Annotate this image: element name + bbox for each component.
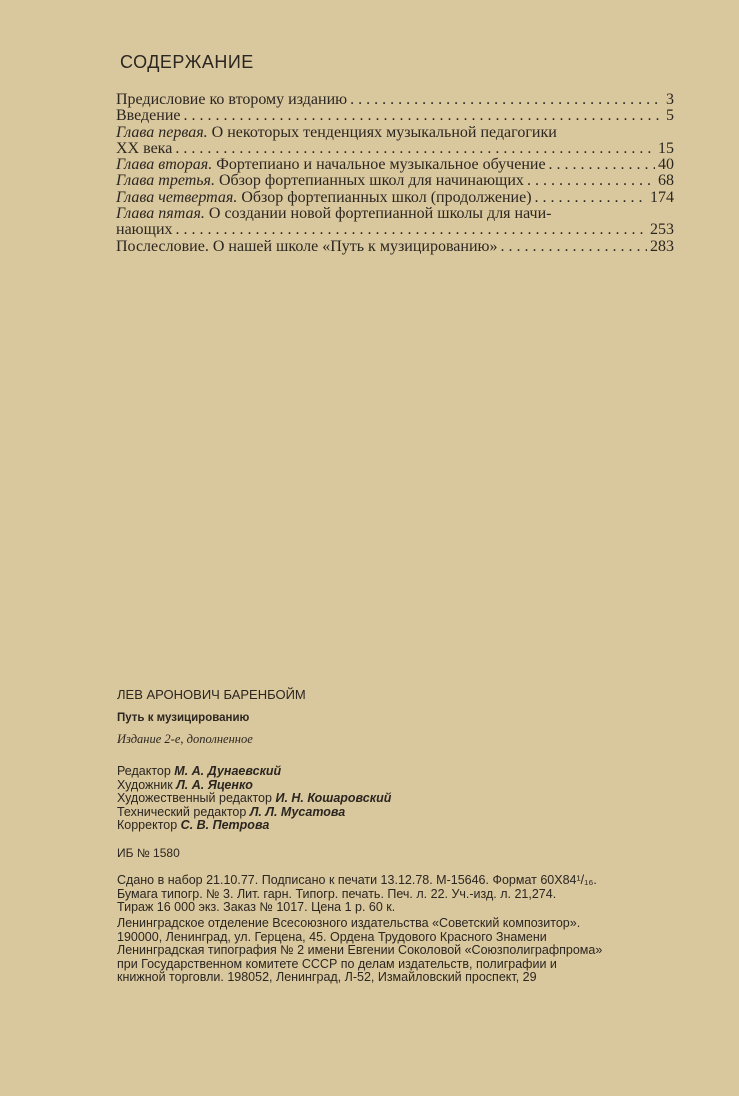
staff-role: Художник bbox=[117, 777, 173, 792]
staff-role: Редактор bbox=[117, 764, 171, 778]
page-number: 40 bbox=[658, 156, 674, 174]
publisher-line: Ленинградское отделение Всесоюзного издательства «Советский композитор». bbox=[117, 916, 581, 930]
staff-role: Корректор bbox=[117, 818, 178, 833]
toc-entry-title: Предисловие ко второму изданию bbox=[116, 91, 348, 108]
page-number: 283 bbox=[650, 237, 674, 255]
dot-leader bbox=[350, 92, 663, 108]
edition: Издание 2-е, дополненное bbox=[117, 732, 253, 746]
ib-number: ИБ № 1580 bbox=[117, 846, 180, 860]
toc-entry-title: Обзор фортепианных школ для начинающих bbox=[218, 172, 524, 190]
toc-entry-title: Послесловие. О нашей школе «Путь к музицированию» bbox=[116, 237, 498, 255]
print-line: Сдано в набор 21.10.77. Подписано к печати 13.12.78. М-15646. Формат 60Х84¹/₁₆. bbox=[117, 873, 597, 887]
chapter-label: Глава третья. bbox=[116, 172, 215, 190]
publisher-info bbox=[117, 917, 679, 985]
book-title: Путь к музицированию bbox=[117, 712, 250, 724]
dot-leader bbox=[176, 222, 648, 238]
dot-leader bbox=[527, 173, 655, 189]
staff-name: И. Н. Кошаровский bbox=[275, 791, 392, 806]
staff-name: М. А. Дунаевский bbox=[174, 764, 282, 778]
staff-role: Художественный редактор bbox=[117, 791, 272, 806]
page-number: 68 bbox=[658, 172, 674, 190]
toc-entry-title: Фортепиано и начальное музыкальное обучение bbox=[216, 156, 546, 174]
toc-entry-continuation: XX века bbox=[116, 139, 173, 157]
staff-role: Технический редактор bbox=[117, 804, 247, 819]
chapter-label: Глава пятая. bbox=[116, 205, 205, 223]
publisher-line: 190000, Ленинград, ул. Герцена, 45. Ордена Трудового Красного Знамени bbox=[117, 929, 547, 944]
print-info bbox=[117, 874, 679, 915]
author-name: ЛЕВ АРОНОВИЧ БАРЕНБОЙМ bbox=[117, 687, 306, 702]
staff-list bbox=[117, 765, 391, 833]
staff-entry bbox=[117, 765, 391, 779]
toc-entry bbox=[116, 190, 674, 206]
staff-name: Л. А. Яценко bbox=[176, 777, 253, 792]
table-of-contents bbox=[116, 92, 674, 255]
publisher-line: книжной торговли. 198052, Ленинград, Л-52, Измайловский проспект, 29 bbox=[117, 970, 537, 985]
toc-entry bbox=[116, 92, 674, 108]
toc-entry-title: О создании новой фортепианной школы для начи- bbox=[208, 205, 552, 223]
staff-entry bbox=[117, 792, 391, 806]
toc-entry-line bbox=[116, 125, 674, 141]
page-number: 15 bbox=[658, 139, 674, 157]
toc-entry-line bbox=[116, 206, 674, 222]
contents-heading: СОДЕРЖАНИЕ bbox=[120, 52, 254, 72]
print-line: Бумага типогр. № 3. Лит. гарн. Типогр. печать. Печ. л. 22. Уч.-изд. л. 21,274. bbox=[117, 886, 557, 901]
staff-entry bbox=[117, 779, 391, 793]
chapter-label: Глава первая. bbox=[116, 123, 208, 141]
page-number: 5 bbox=[666, 107, 674, 125]
staff-name: С. В. Петрова bbox=[180, 818, 270, 833]
toc-entry bbox=[116, 173, 674, 189]
toc-entry-continuation: нающих bbox=[116, 221, 173, 239]
toc-entry-title: Обзор фортепианных школ (продолжение) bbox=[241, 188, 532, 206]
chapter-label: Глава вторая. bbox=[116, 156, 213, 174]
toc-entry bbox=[116, 239, 674, 255]
toc-entry bbox=[116, 157, 674, 173]
print-line: Тираж 16 000 экз. Заказ № 1017. Цена 1 р. 60 к. bbox=[117, 900, 396, 915]
dot-leader bbox=[549, 157, 655, 173]
page-number: 174 bbox=[650, 188, 674, 206]
toc-entry-title: Введение bbox=[116, 107, 181, 125]
toc-entry bbox=[116, 108, 674, 124]
toc-entry bbox=[116, 141, 674, 157]
staff-name: Л. Л. Мусатова bbox=[249, 804, 346, 819]
dot-leader bbox=[535, 190, 647, 206]
publisher-line: Ленинградская типография № 2 имени Евгении Соколовой «Союзполиграфпрома» bbox=[117, 943, 603, 958]
chapter-label: Глава четвертая. bbox=[116, 188, 238, 206]
page-number: 253 bbox=[650, 221, 674, 239]
dot-leader bbox=[175, 141, 655, 157]
publisher-line: при Государственном комитете СССР по делам издательств, полиграфии и bbox=[117, 956, 557, 971]
dot-leader bbox=[184, 108, 664, 124]
staff-entry bbox=[117, 806, 391, 820]
page-number: 3 bbox=[666, 91, 674, 108]
staff-entry bbox=[117, 819, 391, 833]
toc-entry bbox=[116, 222, 674, 238]
toc-entry-title: О некоторых тенденциях музыкальной педагогики bbox=[211, 123, 557, 141]
dot-leader bbox=[500, 239, 647, 255]
